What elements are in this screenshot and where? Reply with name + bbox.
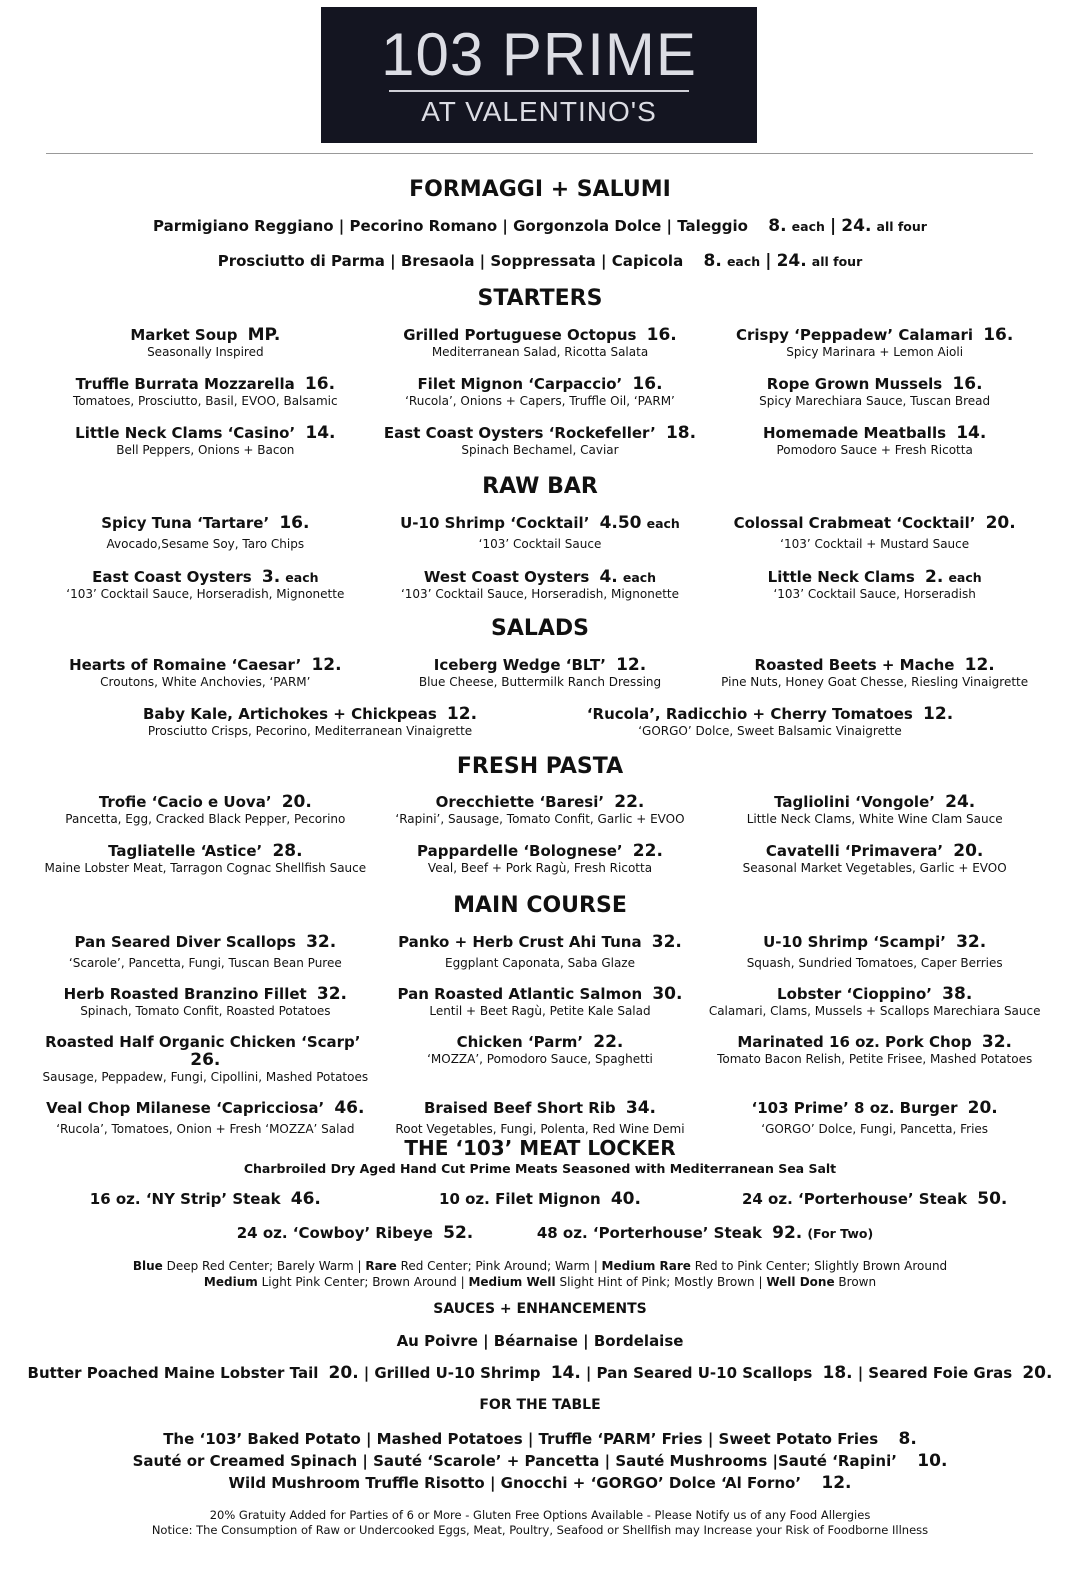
item-name: Little Neck Clams bbox=[767, 568, 915, 586]
item-price: 32. bbox=[981, 1032, 1012, 1052]
item-name: 24 oz. ‘Cowboy’ Ribeye bbox=[236, 1224, 433, 1242]
menu-item bbox=[38, 842, 373, 876]
item-price: 20. bbox=[985, 513, 1016, 533]
item-price: 34. bbox=[625, 1098, 656, 1118]
restaurant-logo bbox=[321, 7, 757, 143]
menu-item bbox=[707, 375, 1042, 409]
item-name: Lobster ‘Cioppino’ bbox=[777, 985, 932, 1003]
sides-text: The ‘103’ Baked Potato | Mashed Potatoes | Truffle ‘PARM’ Fries | Sweet Potato Fries bbox=[163, 1430, 879, 1448]
header-divider bbox=[46, 153, 1033, 154]
separator: | bbox=[829, 216, 837, 236]
item-name: Grilled U-10 Shrimp bbox=[374, 1364, 541, 1382]
item-name: Pan Seared U-10 Scallops bbox=[596, 1364, 813, 1382]
steak-item bbox=[530, 1224, 880, 1242]
temperature-line-1: Blue Deep Red Center; Barely Warm | Rare Red Center; Pink Around; Warm | Medium Rare Red to Pink Center; Slightly Brown Around bbox=[132, 1259, 948, 1273]
meat-locker-subtitle: Charbroiled Dry Aged Hand Cut Prime Meats Seasoned with Mediterranean Sea Salt bbox=[243, 1161, 837, 1176]
enhancements-line: Butter Poached Maine Lobster Tail 20. | Grilled U-10 Shrimp 14. | Pan Seared U-10 Scallops 18. | Seared Foie Gras 20. bbox=[27, 1363, 1053, 1383]
item-name: Filet Mignon ‘Carpaccio’ bbox=[417, 375, 623, 393]
item-price: 92. bbox=[772, 1223, 803, 1243]
item-price: 22. bbox=[632, 841, 663, 861]
steak-item bbox=[180, 1224, 530, 1242]
price: 24. bbox=[841, 216, 872, 236]
item-desc: Avocado,Sesame Soy, Taro Chips bbox=[106, 537, 305, 551]
item-desc: Prosciutto Crisps, Pecorino, Mediterranean Vinaigrette bbox=[147, 724, 473, 738]
temp-name: Medium bbox=[203, 1275, 258, 1289]
item-price: 32. bbox=[316, 984, 347, 1004]
item-price: 18. bbox=[665, 423, 697, 443]
item-name: Homemade Meatballs bbox=[763, 424, 947, 442]
item-desc: Spicy Marechiara Sauce, Tuscan Bread bbox=[759, 394, 991, 408]
item-price: MP. bbox=[247, 325, 281, 345]
temp-desc: Red to Pink Center; Slightly Brown Around bbox=[694, 1259, 948, 1273]
menu-item bbox=[38, 933, 373, 971]
item-desc: ‘103’ Cocktail Sauce, Horseradish, Mignonette bbox=[66, 587, 345, 601]
item-desc: Calamari, Clams, Mussels + Scallops Marechiara Sauce bbox=[708, 1004, 1041, 1018]
menu-item bbox=[38, 1099, 373, 1137]
menu-item bbox=[707, 568, 1042, 602]
item-unit: each bbox=[948, 570, 982, 585]
item-price: 16. bbox=[304, 374, 336, 394]
steak-item bbox=[707, 1190, 1042, 1208]
item-price: 30. bbox=[652, 984, 683, 1004]
item-desc: ‘GORGO’ Dolce, Fungi, Pancetta, Fries bbox=[761, 1122, 989, 1136]
item-desc: Blue Cheese, Buttermilk Ranch Dressing bbox=[418, 675, 662, 689]
item-price: 14. bbox=[305, 423, 336, 443]
item-note: (For Two) bbox=[807, 1226, 874, 1241]
item-price: 26. bbox=[190, 1050, 221, 1070]
item-price: 32. bbox=[651, 932, 682, 952]
formaggi-line-1 bbox=[0, 216, 1080, 236]
sides-list bbox=[0, 1428, 1080, 1494]
menu-item bbox=[707, 1033, 1042, 1085]
sides-text: Wild Mushroom Truffle Risotto | Gnocchi + ‘GORGO’ Dolce ‘Al Forno’ bbox=[228, 1474, 802, 1492]
item-price: 4.50 bbox=[599, 513, 642, 533]
item-name: Crispy ‘Peppadew’ Calamari bbox=[735, 326, 974, 344]
item-price: 24. bbox=[945, 792, 976, 812]
item-price: 12. bbox=[964, 655, 995, 675]
item-name: 10 oz. Filet Mignon bbox=[439, 1190, 601, 1208]
item-name: Pan Roasted Atlantic Salmon bbox=[397, 985, 643, 1003]
steaks-row-2 bbox=[180, 1224, 880, 1242]
item-name: Roasted Half Organic Chicken ‘Scarp’ bbox=[45, 1033, 361, 1051]
menu-item bbox=[373, 656, 708, 690]
temp-name: Rare bbox=[365, 1259, 397, 1273]
item-name: Herb Roasted Branzino Fillet bbox=[63, 985, 307, 1003]
item-price: 18. bbox=[822, 1363, 853, 1383]
item-price: 8. bbox=[898, 1429, 917, 1449]
item-price: 38. bbox=[942, 984, 973, 1004]
item-price: 2. bbox=[925, 567, 944, 587]
temperature-guide bbox=[0, 1258, 1080, 1290]
item-price: 46. bbox=[334, 1098, 365, 1118]
item-desc: Spicy Marinara + Lemon Aioli bbox=[786, 345, 964, 359]
temp-desc: Slight Hint of Pink; Mostly Brown bbox=[559, 1275, 755, 1289]
section-title-salads: SALADS bbox=[490, 616, 590, 641]
item-price: 20. bbox=[1022, 1363, 1053, 1383]
section-title-starters: STARTERS bbox=[477, 286, 603, 311]
main-grid bbox=[38, 933, 1042, 1137]
gratuity-note: 20% Gratuity Added for Parties of 6 or More - Gluten Free Options Available - Please Notify us of any Food Allergies bbox=[209, 1508, 871, 1522]
unit: all four bbox=[811, 254, 863, 269]
item-price: 16. bbox=[632, 374, 663, 394]
item-desc: Lentil + Beet Ragù, Petite Kale Salad bbox=[429, 1004, 651, 1018]
rawbar-grid bbox=[38, 514, 1042, 602]
section-title-formaggi: FORMAGGI + SALUMI bbox=[409, 177, 671, 202]
formaggi-line-2 bbox=[0, 251, 1080, 271]
menu-item bbox=[707, 793, 1042, 827]
item-price: 12. bbox=[923, 704, 954, 724]
item-name: Pan Seared Diver Scallops bbox=[74, 933, 296, 951]
menu-item bbox=[38, 656, 373, 690]
menu-item bbox=[373, 1033, 708, 1085]
price: 8. bbox=[703, 251, 722, 271]
item-desc: Maine Lobster Meat, Tarragon Cognac Shellfish Sauce bbox=[44, 861, 367, 875]
item-name: East Coast Oysters ‘Rockefeller’ bbox=[383, 424, 656, 442]
salumi-list: Prosciutto di Parma | Bresaola | Soppressata | Capicola bbox=[217, 252, 684, 270]
item-desc: Root Vegetables, Fungi, Polenta, Red Wine Demi bbox=[395, 1122, 685, 1136]
item-name: Braised Beef Short Rib bbox=[423, 1099, 616, 1117]
item-desc: Seasonal Market Vegetables, Garlic + EVOO bbox=[742, 861, 1007, 875]
item-price: 16. bbox=[983, 325, 1014, 345]
menu-item bbox=[38, 326, 373, 360]
item-price: 12. bbox=[616, 655, 647, 675]
footer-notes bbox=[0, 1508, 1080, 1538]
menu-item bbox=[373, 375, 708, 409]
temp-desc: Light Pink Center; Brown Around bbox=[261, 1275, 457, 1289]
item-price: 20. bbox=[967, 1098, 998, 1118]
item-desc: Croutons, White Anchovies, ‘PARM’ bbox=[100, 675, 311, 689]
item-name: Rope Grown Mussels bbox=[766, 375, 943, 393]
menu-item bbox=[80, 705, 540, 739]
item-name: Marinated 16 oz. Pork Chop bbox=[737, 1033, 972, 1051]
item-price: 20. bbox=[328, 1363, 359, 1383]
item-name: Pappardelle ‘Bolognese’ bbox=[417, 842, 623, 860]
section-title-sauces: SAUCES + ENHANCEMENTS bbox=[433, 1301, 647, 1317]
section-title-main: MAIN COURSE bbox=[453, 893, 627, 918]
logo-line1: 103 PRIME bbox=[381, 21, 697, 88]
item-price: 16. bbox=[279, 513, 310, 533]
menu-item bbox=[373, 424, 708, 458]
separator: | bbox=[765, 251, 772, 271]
item-price: 40. bbox=[610, 1189, 641, 1209]
item-name: Tagliatelle ‘Astice’ bbox=[108, 842, 263, 860]
sauces-list: Au Poivre | Béarnaise | Bordelaise bbox=[396, 1332, 684, 1350]
item-name: Hearts of Romaine ‘Caesar’ bbox=[69, 656, 302, 674]
item-name: 24 oz. ‘Porterhouse’ Steak bbox=[741, 1190, 968, 1208]
menu-item bbox=[707, 326, 1042, 360]
item-price: 22. bbox=[593, 1032, 624, 1052]
item-unit: each bbox=[646, 516, 680, 531]
pasta-grid bbox=[38, 793, 1042, 876]
menu-item bbox=[373, 1099, 708, 1137]
item-desc: ‘GORGO’ Dolce, Sweet Balsamic Vinaigrette bbox=[638, 724, 902, 738]
item-desc: Veal, Beef + Pork Ragù, Fresh Ricotta bbox=[427, 861, 653, 875]
cheese-list: Parmigiano Reggiano | Pecorino Romano | Gorgonzola Dolce | Taleggio bbox=[153, 217, 748, 235]
sides-text: Sauté or Creamed Spinach | Sauté ‘Scarole’ + Pancetta | Sauté Mushrooms |Sauté ‘Rapini’ bbox=[132, 1452, 897, 1470]
item-desc: Mediterranean Salad, Ricotta Salata bbox=[431, 345, 649, 359]
menu-item bbox=[373, 793, 708, 827]
sides-line bbox=[0, 1450, 1080, 1472]
menu-item bbox=[707, 656, 1042, 690]
item-name: Cavatelli ‘Primavera’ bbox=[765, 842, 944, 860]
item-name: Roasted Beets + Mache bbox=[754, 656, 955, 674]
item-name: Tagliolini ‘Vongole’ bbox=[774, 793, 935, 811]
item-name: ‘103 Prime’ 8 oz. Burger bbox=[751, 1099, 958, 1117]
item-desc: ‘Rapini’, Sausage, Tomato Confit, Garlic + EVOO bbox=[395, 812, 685, 826]
menu-item bbox=[38, 514, 373, 552]
item-desc: Little Neck Clams, White Wine Clam Sauce bbox=[746, 812, 1003, 826]
item-unit: each bbox=[622, 570, 657, 585]
item-desc: Bell Peppers, Onions + Bacon bbox=[116, 443, 295, 457]
item-name: ‘Rucola’, Radicchio + Cherry Tomatoes bbox=[586, 705, 913, 723]
item-name: West Coast Oysters bbox=[423, 568, 590, 586]
menu-item bbox=[38, 568, 373, 602]
item-desc: Seasonally Inspired bbox=[147, 345, 264, 359]
item-name: 48 oz. ‘Porterhouse’ Steak bbox=[536, 1224, 762, 1242]
section-title-table: FOR THE TABLE bbox=[479, 1397, 601, 1413]
menu-item bbox=[707, 933, 1042, 971]
item-price: 3. bbox=[261, 567, 281, 587]
temp-name: Blue bbox=[132, 1259, 163, 1273]
item-name: Colossal Crabmeat ‘Cocktail’ bbox=[733, 514, 976, 532]
item-name: Seared Foie Gras bbox=[868, 1364, 1013, 1382]
item-price: 4. bbox=[599, 567, 618, 587]
item-desc: Pancetta, Egg, Cracked Black Pepper, Pecorino bbox=[65, 812, 346, 826]
menu-item bbox=[373, 326, 708, 360]
item-desc: Spinach, Tomato Confit, Roasted Potatoes bbox=[80, 1004, 331, 1018]
item-name: Grilled Portuguese Octopus bbox=[403, 326, 637, 344]
temp-name: Medium Rare bbox=[601, 1259, 691, 1273]
item-price: 16. bbox=[952, 374, 983, 394]
item-desc: ‘Scarole’, Pancetta, Fungi, Tuscan Bean Puree bbox=[68, 956, 342, 970]
menu-item bbox=[38, 793, 373, 827]
item-price: 28. bbox=[272, 841, 303, 861]
item-name: U-10 Shrimp ‘Scampi’ bbox=[763, 933, 946, 951]
section-title-rawbar: RAW BAR bbox=[482, 474, 598, 499]
menu-item bbox=[38, 424, 373, 458]
salads-grid-row1 bbox=[38, 656, 1042, 690]
steak-item bbox=[373, 1190, 708, 1208]
steaks-row-1 bbox=[38, 1190, 1042, 1208]
item-price: 50. bbox=[977, 1189, 1008, 1209]
item-desc: Pomodoro Sauce + Fresh Ricotta bbox=[776, 443, 973, 457]
item-desc: ‘103’ Cocktail Sauce bbox=[478, 537, 602, 551]
logo-divider bbox=[389, 90, 689, 92]
item-desc: Squash, Sundried Tomatoes, Caper Berries bbox=[746, 956, 1003, 970]
item-name: Baby Kale, Artichokes + Chickpeas bbox=[142, 705, 437, 723]
sides-line bbox=[0, 1428, 1080, 1450]
menu-item bbox=[373, 933, 708, 971]
item-price: 52. bbox=[443, 1223, 474, 1243]
section-title-pasta: FRESH PASTA bbox=[456, 754, 624, 779]
unit: all four bbox=[876, 219, 927, 234]
item-desc: Spinach Bechamel, Caviar bbox=[461, 443, 619, 457]
item-name: 16 oz. ‘NY Strip’ Steak bbox=[89, 1190, 281, 1208]
item-desc: Tomato Bacon Relish, Petite Frisee, Mashed Potatoes bbox=[717, 1052, 1033, 1066]
temperature-line-2: Medium Light Pink Center; Brown Around | Medium Well Slight Hint of Pink; Mostly Brown | Well Done Brown bbox=[203, 1275, 877, 1289]
menu-item bbox=[38, 1033, 373, 1085]
temp-desc: Red Center; Pink Around; Warm bbox=[400, 1259, 590, 1273]
menu-item bbox=[707, 514, 1042, 552]
item-name: Veal Chop Milanese ‘Capricciosa’ bbox=[46, 1099, 325, 1117]
consumption-notice: Notice: The Consumption of Raw or Undercooked Eggs, Meat, Poultry, Seafood or Shellfish may Increase your Risk of Foodborne Illness bbox=[151, 1523, 929, 1537]
item-price: 12. bbox=[446, 704, 478, 724]
price: 8. bbox=[768, 216, 787, 236]
logo-line2: AT VALENTINO'S bbox=[421, 96, 657, 127]
item-price: 32. bbox=[956, 932, 987, 952]
item-price: 12. bbox=[821, 1473, 852, 1493]
menu-item bbox=[38, 985, 373, 1019]
section-title-meat-locker: THE ‘103’ MEAT LOCKER bbox=[404, 1136, 676, 1160]
item-desc: ‘Rucola’, Onions + Capers, Truffle Oil, ‘PARM’ bbox=[405, 394, 675, 408]
item-price: 12. bbox=[311, 655, 342, 675]
unit: each bbox=[791, 219, 825, 234]
price: 24. bbox=[776, 251, 807, 271]
item-price: 14. bbox=[550, 1363, 581, 1383]
item-desc: Eggplant Caponata, Saba Glaze bbox=[444, 956, 635, 970]
menu-item bbox=[707, 985, 1042, 1019]
menu-item bbox=[373, 842, 708, 876]
item-price: 22. bbox=[614, 792, 645, 812]
item-price: 20. bbox=[281, 792, 312, 812]
item-name: Trofie ‘Cacio e Uova’ bbox=[98, 793, 272, 811]
item-price: 16. bbox=[646, 325, 677, 345]
item-desc: ‘103’ Cocktail Sauce, Horseradish, Mignonette bbox=[400, 587, 680, 601]
starters-grid bbox=[38, 326, 1042, 458]
item-name: Iceberg Wedge ‘BLT’ bbox=[433, 656, 606, 674]
item-desc: Pine Nuts, Honey Goat Chesse, Riesling Vinaigrette bbox=[721, 675, 1029, 689]
temp-name: Well Done bbox=[766, 1275, 835, 1289]
item-desc: ‘MOZZA’, Pomodoro Sauce, Spaghetti bbox=[427, 1052, 653, 1066]
item-desc: ‘Rucola’, Tomatoes, Onion + Fresh ‘MOZZA’ Salad bbox=[56, 1122, 355, 1136]
item-desc: Sausage, Peppadew, Fungi, Cipollini, Mashed Potatoes bbox=[42, 1070, 369, 1084]
item-desc: ‘103’ Cocktail + Mustard Sauce bbox=[780, 537, 970, 551]
sides-line bbox=[0, 1472, 1080, 1494]
menu-item bbox=[373, 568, 708, 602]
menu-item bbox=[373, 514, 708, 552]
item-price: 10. bbox=[917, 1451, 948, 1471]
menu-item bbox=[540, 705, 1000, 739]
salads-grid-row2 bbox=[80, 705, 1000, 739]
temp-name: Medium Well bbox=[468, 1275, 556, 1289]
item-name: U-10 Shrimp ‘Cocktail’ bbox=[400, 514, 590, 532]
item-name: Panko + Herb Crust Ahi Tuna bbox=[398, 933, 642, 951]
item-price: 14. bbox=[956, 423, 987, 443]
item-name: Little Neck Clams ‘Casino’ bbox=[75, 424, 296, 442]
item-name: Chicken ‘Parm’ bbox=[456, 1033, 584, 1051]
item-name: Orecchiette ‘Baresi’ bbox=[435, 793, 605, 811]
item-unit: each bbox=[285, 570, 319, 585]
item-name: Spicy Tuna ‘Tartare’ bbox=[101, 514, 270, 532]
menu-item bbox=[707, 424, 1042, 458]
unit: each bbox=[726, 254, 761, 269]
steak-item bbox=[38, 1190, 373, 1208]
item-desc: ‘103’ Cocktail Sauce, Horseradish bbox=[773, 587, 976, 601]
menu-item bbox=[373, 985, 708, 1019]
menu-item bbox=[707, 1099, 1042, 1137]
item-name: Market Soup bbox=[130, 326, 238, 344]
item-name: Truffle Burrata Mozzarella bbox=[75, 375, 295, 393]
item-price: 32. bbox=[306, 932, 337, 952]
item-name: East Coast Oysters bbox=[92, 568, 252, 586]
item-price: 20. bbox=[953, 841, 984, 861]
item-name: Butter Poached Maine Lobster Tail bbox=[27, 1364, 319, 1382]
menu-item bbox=[707, 842, 1042, 876]
item-price: 46. bbox=[290, 1189, 321, 1209]
item-desc: Tomatoes, Prosciutto, Basil, EVOO, Balsamic bbox=[73, 394, 338, 408]
temp-desc: Brown bbox=[838, 1275, 877, 1289]
menu-item bbox=[38, 375, 373, 409]
temp-desc: Deep Red Center; Barely Warm bbox=[166, 1259, 354, 1273]
